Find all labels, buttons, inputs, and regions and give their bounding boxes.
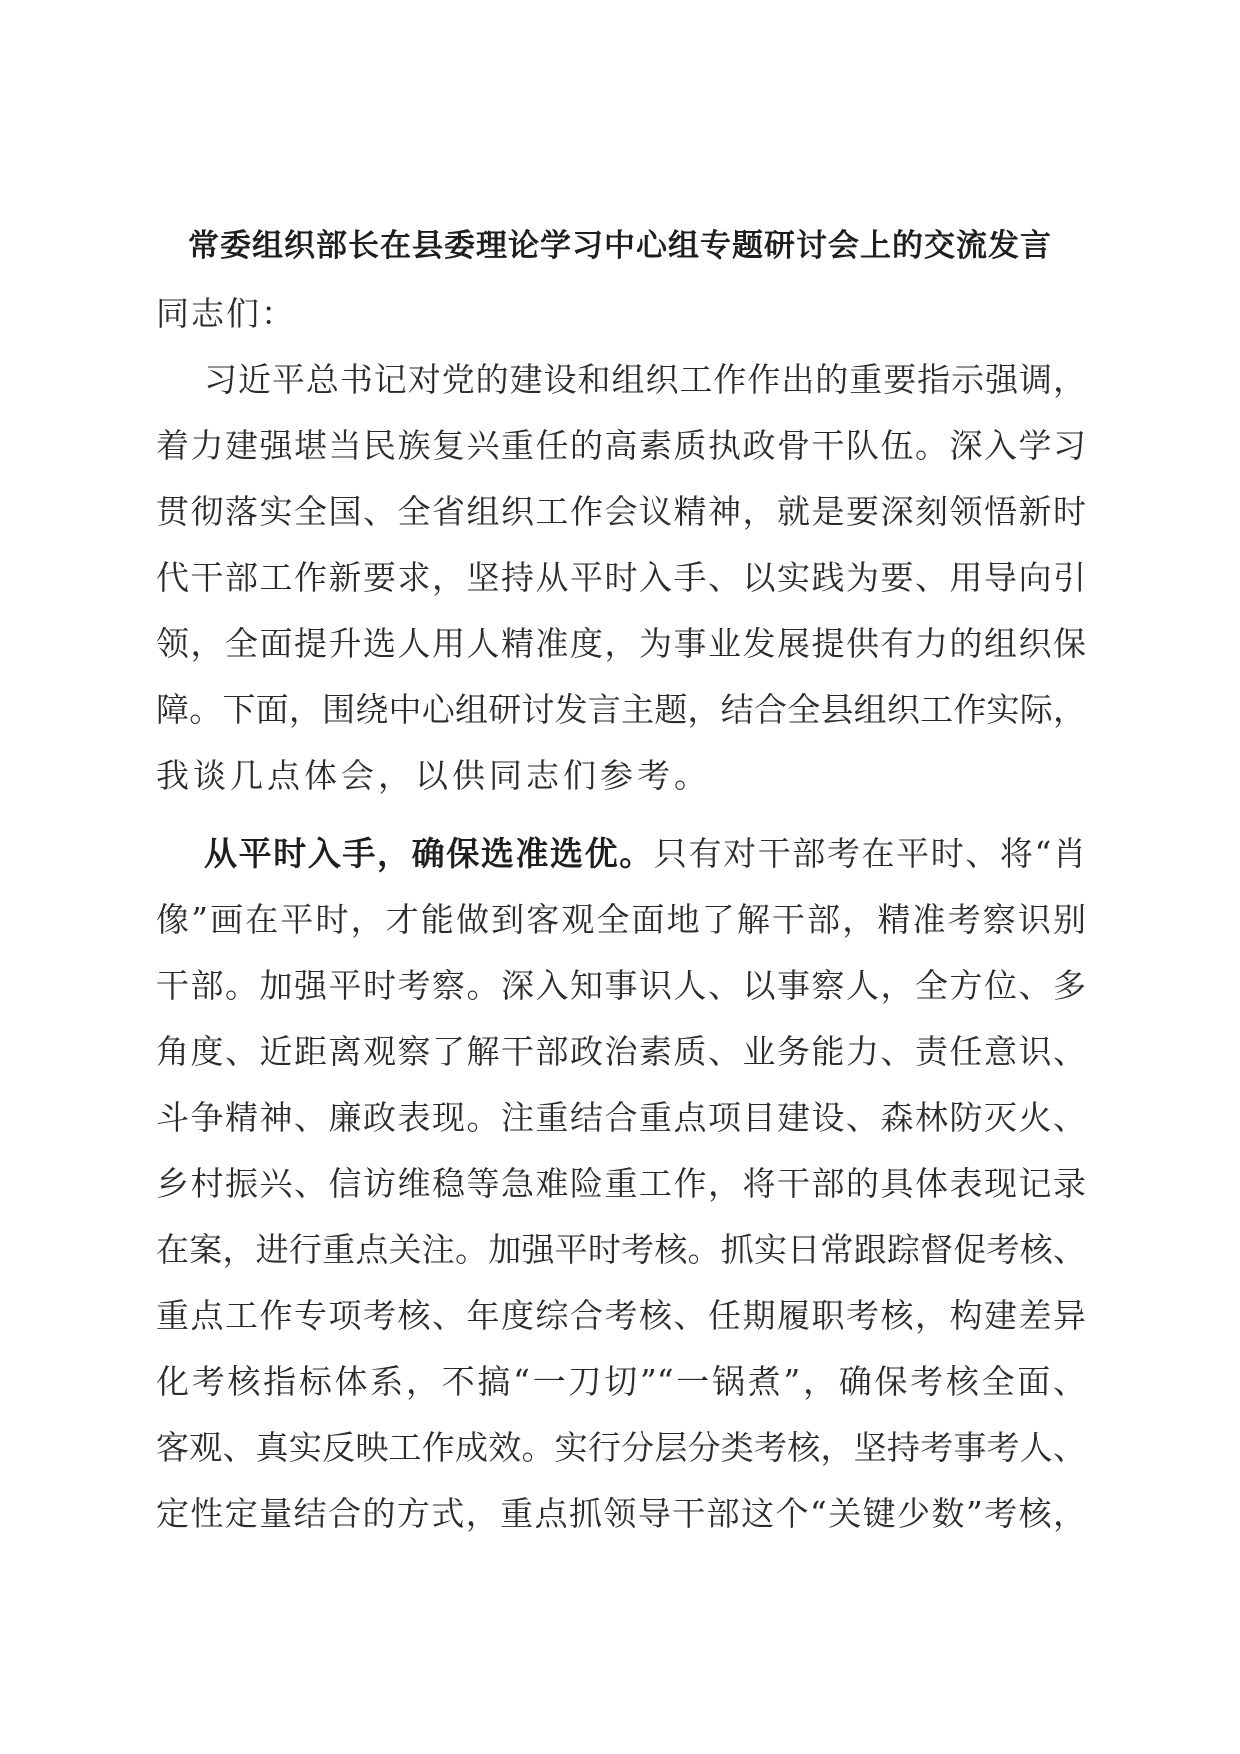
section1-line-3: 干部。加强平时考察。深入知事识人、以事察人，全方位、多 xyxy=(156,966,1086,1005)
intro-line-4: 代干部工作新要求，坚持从平时入手、以实践为要、用导向引 xyxy=(156,558,1086,597)
intro-line-3: 贯彻落实全国、全省组织工作会议精神，就是要深刻领悟新时 xyxy=(156,492,1086,531)
intro-line-2: 着力建强堪当民族复兴重任的高素质执政骨干队伍。深入学习 xyxy=(156,426,1086,465)
document-title: 常委组织部长在县委理论学习中心组专题研讨会上的交流发言 xyxy=(188,228,1052,264)
section1-heading: 从平时入手，确保选准选优。 xyxy=(204,834,654,873)
intro-line-7: 我谈几点体会，以供同志们参考。 xyxy=(156,756,711,795)
intro-line-5: 领，全面提升选人用人精准度，为事业发展提供有力的组织保 xyxy=(156,624,1086,663)
section1-first-line xyxy=(204,834,1086,900)
section1-line-8: 重点工作专项考核、年度综合考核、任期履职考核，构建差异 xyxy=(156,1296,1086,1335)
section1-line-6: 乡村振兴、信访维稳等急难险重工作，将干部的具体表现记录 xyxy=(156,1164,1086,1203)
section1-line-2: 像”画在平时，才能做到客观全面地了解干部，精准考察识别 xyxy=(156,900,1086,939)
intro-line-6: 障。下面，围绕中心组研讨发言主题，结合全县组织工作实际， xyxy=(156,690,1086,729)
section1-line-10: 客观、真实反映工作成效。实行分层分类考核，坚持考事考人、 xyxy=(156,1428,1086,1467)
section1-line-11: 定性定量结合的方式，重点抓领导干部这个“关键少数”考核， xyxy=(156,1494,1086,1533)
section1-line-9: 化考核指标体系，不搞“一刀切”“一锅煮”，确保考核全面、 xyxy=(156,1362,1086,1401)
section1-first-line-text: 只有对干部考在平时、将“肖 xyxy=(653,834,1087,873)
section1-line-4: 角度、近距离观察了解干部政治素质、业务能力、责任意识、 xyxy=(156,1032,1086,1071)
section1-line-5: 斗争精神、廉政表现。注重结合重点项目建设、森林防灭火、 xyxy=(156,1098,1086,1137)
intro-line-1: 习近平总书记对党的建设和组织工作作出的重要指示强调， xyxy=(204,360,1086,399)
section1-line-7: 在案，进行重点关注。加强平时考核。抓实日常跟踪督促考核、 xyxy=(156,1230,1086,1269)
salutation: 同志们： xyxy=(156,294,296,333)
